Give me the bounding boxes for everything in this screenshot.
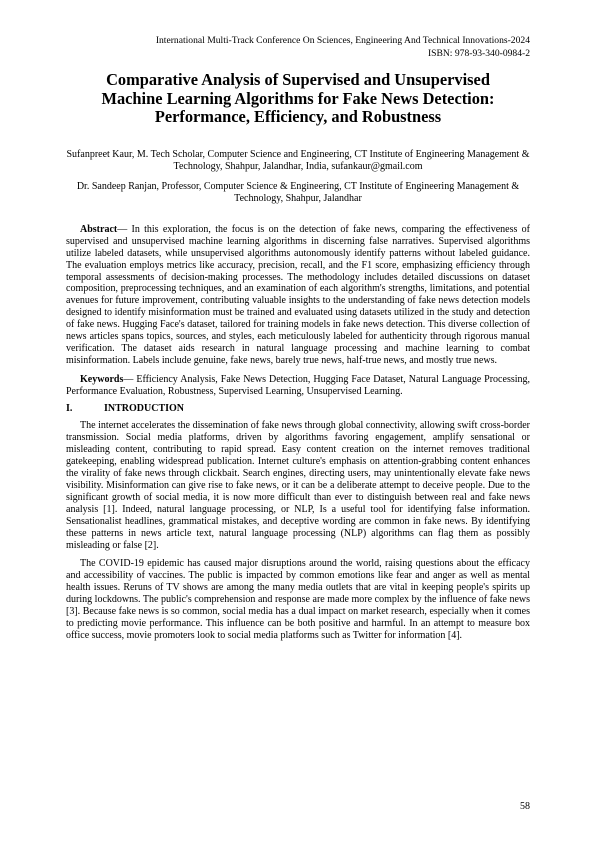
paper-body (66, 224, 530, 642)
paper-title (66, 71, 530, 127)
keywords-text: — Efficiency Analysis, Fake News Detection, Hugging Face Dataset, Natural Language Processing, Performance Evaluation, Robustness, Supervised Learning, Unsupervised Learning. (66, 373, 530, 397)
section-heading (66, 403, 530, 415)
abstract-text: — In this exploration, the focus is on the detection of fake news, comparing the effectiveness of supervised and unsupervised machine learning algorithms in discerning false narratives. Supervised algorithms utilize labeled datasets, while unsupervised algorithms autonomously identify patterns without labeled guidance. The evaluation employs metrics like accuracy, precision, recall, and the F1 score, emphasizing efficiency through temporal assessments of decision-making processes. The methodology includes detailed discussions on dataset composition, preprocessing techniques, and an examination of each algorithm's strengths, limitations, and potential avenues for future improvement, contributing valuable insights to the understanding of fake news detection models designed to identify misinformation must be trained and evaluated using datasets utilized in the study and detection of fake news. Hugging Face's dataset, tailored for training models in fake news detection. This diverse collection of news articles spans topics, sources, and styles, each meticulously labeled for authenticity through rigorous manual verification. The dataset aids research in natural language processing and machine learning to combat misinformation. Labels include genuine, fake news, barely true news, half-true news, and mostly true news. (66, 223, 530, 366)
intro-paragraph: The COVID-19 epidemic has caused major disruptions around the world, raising questions about the efficacy and accessibility of vaccines. The public is impacted by common emotions like fear and anger as well as mental health issues. Reruns of TV shows are among the many media outlets that are vital in keeping people's spirits up during lockdowns. The public's comprehension and response are made more complex by the influence of fake news [3]. Because fake news is so common, social media has a dual impact on market research, especially when it comes to predicting movie performance. This influence can be both positive and harmful. In an attempt to measure box office success, movie promoters look to social media platforms such as Twitter for information [4]. (66, 558, 530, 641)
title-line: Comparative Analysis of Supervised and Unsupervised (106, 70, 490, 89)
author-block (66, 149, 530, 206)
intro-paragraph: The internet accelerates the dissemination of fake news through global connectivity, allowing swift cross-border transmission. Social media platforms, driven by algorithms favoring engagement, amplify sensational or misleading content, contributing to rapid spread. Easy content creation on the internet removes traditional gatekeeping, enabling widespread publication. Internet culture's emphasis on attention-grabbing content enhances the virality of fake news through clickbait. Search engines, directing users, may unintentionally elevate fake news visibility. Misinformation can give rise to fake news, or it can be a deliberate attempt to deceive people. Due to the significant growth of social media, it is now more difficult than ever to distinguish between real and fake news analysis [1]. Indeed, natural language processing, or NLP, Is a useful tool for identifying false information. Sensationalist headlines, grammatical mistakes, and deceptive wording are common in fake news. By identifying these patterns in news article text, natural language processing (NLP) algorithms can flag them as possibly misleading or false [2]. (66, 420, 530, 551)
author-affiliation: Sufanpreet Kaur, M. Tech Scholar, Computer Science and Engineering, CT Institute of Engineering Management & Technology, Shahpur, Jalandhar, India, sufankaur@gmail.com (66, 148, 530, 173)
section-number: I. (66, 402, 73, 414)
title-line: Performance, Efficiency, and Robustness (154, 107, 442, 126)
abstract (66, 224, 530, 367)
conference-header (66, 34, 530, 60)
isbn: ISBN: 978-93-340-0984-2 (427, 48, 530, 59)
section-title: INTRODUCTION (104, 402, 185, 414)
title-line: Machine Learning Algorithms for Fake News Detection: (101, 88, 495, 108)
author-affiliation: Dr. Sandeep Ranjan, Professor, Computer Science & Engineering, CT Institute of Engineering Management & Technology, Shahpur, Jalandhar (76, 180, 520, 205)
keywords-label: Keywords (80, 373, 124, 385)
keywords (66, 374, 530, 398)
page-number: 58 (520, 801, 530, 812)
conference-name: International Multi-Track Conference On Sciences, Engineering And Technical Innovations-2024 (155, 35, 530, 46)
abstract-label: Abstract (80, 223, 118, 235)
